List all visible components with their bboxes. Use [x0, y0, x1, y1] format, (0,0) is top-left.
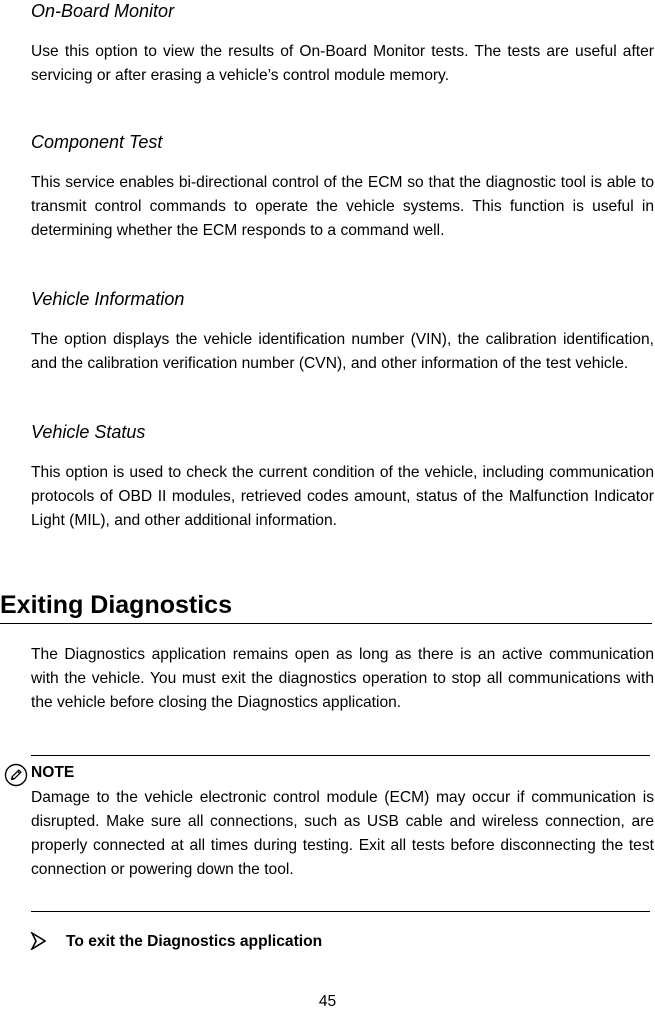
subheading-component-test: Component Test — [31, 132, 163, 152]
subheading-vehicle-information: Vehicle Information — [31, 289, 185, 309]
pencil-icon — [4, 763, 28, 787]
subheading-vehicle-status: Vehicle Status — [31, 422, 146, 442]
note-body: Damage to the vehicle electronic control module (ECM) may occur if communication is disrupted. Make sure all connections, such as USB cable and wireless connection, are properly connected at all times during testing. Exit all tests before disconnecting the test connection or powering down the tool. — [31, 789, 654, 878]
paragraph-vehicle-status: This option is used to check the current condition of the vehicle, including communication protocols of OBD II modules, retrieved codes amount, status of the Malfunction Indicator Light (MIL), and other additional information. — [31, 464, 654, 529]
paragraph-vehicle-information: The option displays the vehicle identification number (VIN), the calibration identification, and the calibration verification number (CVN), and other information of the test vehicle. — [31, 331, 654, 372]
arrow-bullet-icon — [30, 932, 46, 950]
procedure-heading: To exit the Diagnostics application — [66, 933, 323, 950]
note-bottom-rule — [31, 911, 650, 912]
section-title-exiting-diagnostics — [0, 589, 652, 624]
page-number: 45 — [318, 993, 337, 1010]
paragraph-on-board-monitor: Use this option to view the results of On-Board Monitor tests. The tests are useful after servicing or after erasing a vehicle’s control module memory. — [31, 43, 654, 84]
note-label: NOTE — [31, 764, 75, 781]
note-top-rule — [31, 755, 650, 756]
paragraph-component-test: This service enables bi-directional control of the ECM so that the diagnostic tool is able to transmit control commands to operate the vehicle systems. This function is useful in determining whether the ECM responds to a command well. — [31, 174, 654, 239]
subheading-on-board-monitor: On-Board Monitor — [31, 1, 175, 21]
paragraph-exiting-diagnostics: The Diagnostics application remains open as long as there is an active communication with the vehicle. You must exit the diagnostics operation to stop all communications with the vehicle before closing the Diagnostics application. — [31, 646, 654, 711]
section-title-text: Exiting Diagnostics — [0, 591, 232, 619]
